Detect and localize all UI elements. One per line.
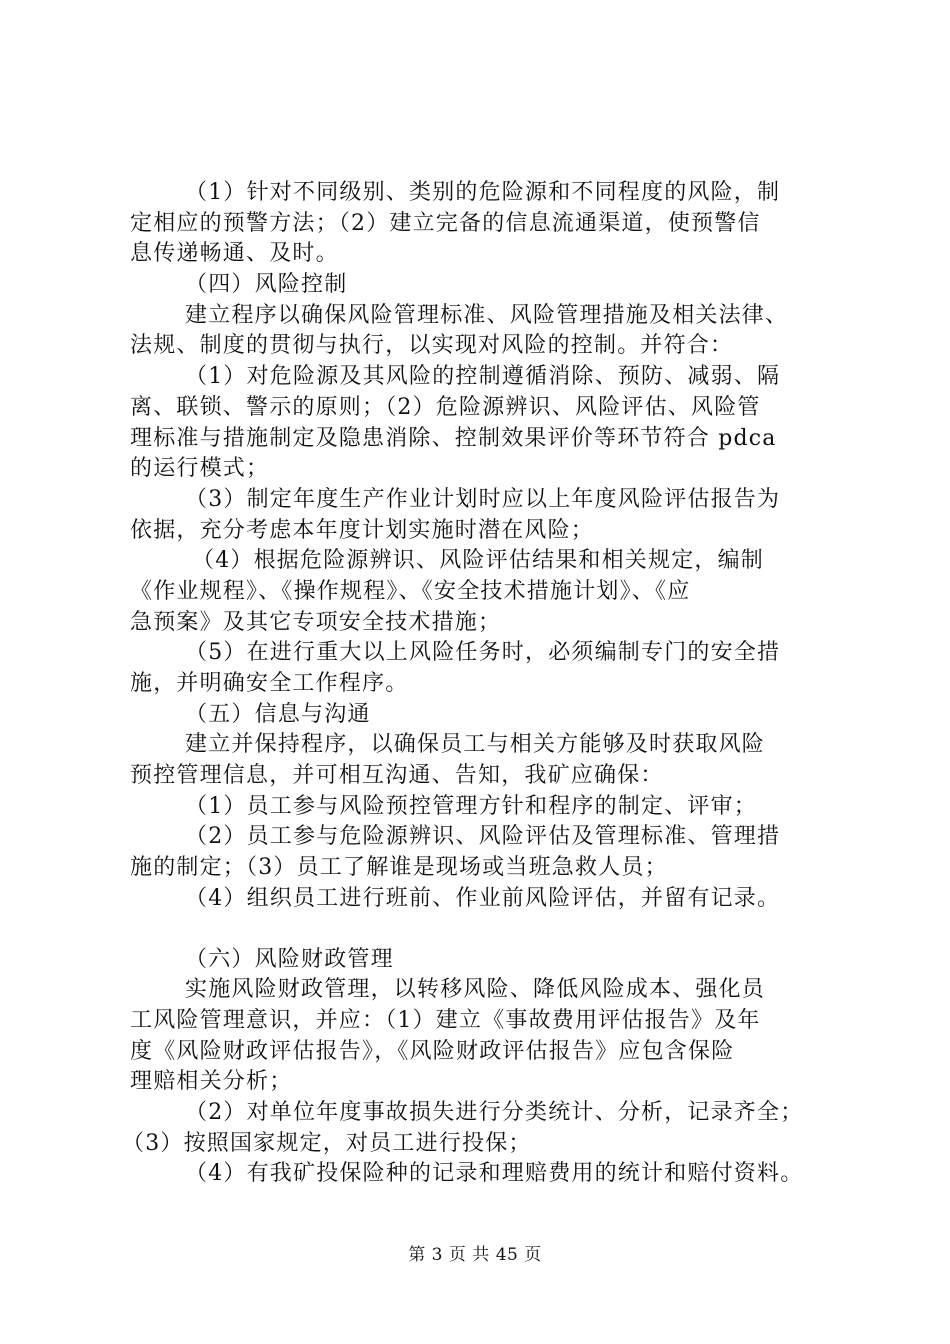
text-line: 急预案》及其它专项安全技术措施； — [130, 609, 502, 635]
text-line: 工风险管理意识，并应：（1）建立《事故费用评估报告》及年 — [130, 1007, 761, 1033]
text-line: 建立程序以确保风险管理标准、风险管理措施及相关法律、 — [185, 302, 789, 328]
text-line: 定相应的预警方法；（2）建立完备的信息流通渠道，使预警信 — [130, 210, 761, 236]
text-line: 实施风险财政管理，以转移风险、降低风险成本、强化员 — [185, 977, 766, 1003]
page-footer — [0, 1245, 950, 1265]
section-heading-6: （六）风险财政管理 — [185, 946, 394, 972]
section-heading-4: （四）风险控制 — [185, 272, 348, 298]
text-line: 息传递畅通、及时。 — [130, 241, 339, 267]
section-heading-5: （五）信息与沟通 — [185, 701, 371, 727]
text-line: 依据，充分考虑本年度计划实施时潜在风险； — [130, 517, 595, 543]
text-line: 《作业规程》、《操作规程》、《安全技术措施计划》、《应 — [130, 578, 691, 604]
text-line: （3）按照国家规定，对员工进行投保； — [122, 1130, 532, 1156]
page-number: 第 3 页 共 45 页 — [408, 1245, 542, 1265]
text-line: （1）针对不同级别、类别的危险源和不同程度的风险，制 — [185, 180, 781, 205]
text-line: 的运行模式； — [130, 456, 270, 482]
text-line: （2）对单位年度事故损失进行分类统计、分析，记录齐全； — [185, 1099, 804, 1125]
text-line: 理标准与措施制定及隐患消除、控制效果评价等环节符合 pdca — [130, 425, 777, 451]
text-line: 建立并保持程序，以确保员工与相关方能够及时获取风险 — [185, 732, 766, 758]
text-line: 度《风险财政评估报告》，《风险财政评估报告》应包含保险 — [130, 1038, 735, 1064]
text-line: 施的制定；（3）员工了解谁是现场或当班急救人员； — [130, 855, 668, 881]
text-line: （2）员工参与危险源辨识、风险评估及管理标准、管理措 — [185, 824, 781, 850]
text-line: （4）根据危险源辨识、风险评估结果和相关规定，编制 — [192, 548, 764, 574]
text-line: （4）组织员工进行班前、作业前风险评估，并留有记录。 — [185, 885, 781, 911]
text-line: 预控管理信息，并可相互沟通、告知，我矿应确保： — [130, 763, 664, 789]
blank-line — [130, 915, 852, 945]
body-text — [122, 178, 852, 1190]
text-line: （1）对危险源及其风险的控制遵循消除、预防、减弱、隔 — [185, 364, 781, 390]
text-line: 离、联锁、警示的原则；（2）危险源辨识、风险评估、风险管 — [130, 394, 761, 420]
text-line: 法规、制度的贯彻与执行，以实现对风险的控制。并符合： — [130, 333, 734, 359]
text-line: 施，并明确安全工作程序。 — [130, 671, 409, 696]
text-line: 理赔相关分析； — [130, 1069, 293, 1095]
text-line: （3）制定年度生产作业计划时应以上年度风险评估报告为 — [185, 486, 781, 512]
text-line: （4）有我矿投保险种的记录和理赔费用的统计和赔付资料。 — [185, 1161, 804, 1187]
text-line: （1）员工参与风险预控管理方针和程序的制定、评审； — [185, 793, 757, 819]
text-line: （5）在进行重大以上风险任务时，必须编制专门的安全措 — [185, 640, 781, 666]
